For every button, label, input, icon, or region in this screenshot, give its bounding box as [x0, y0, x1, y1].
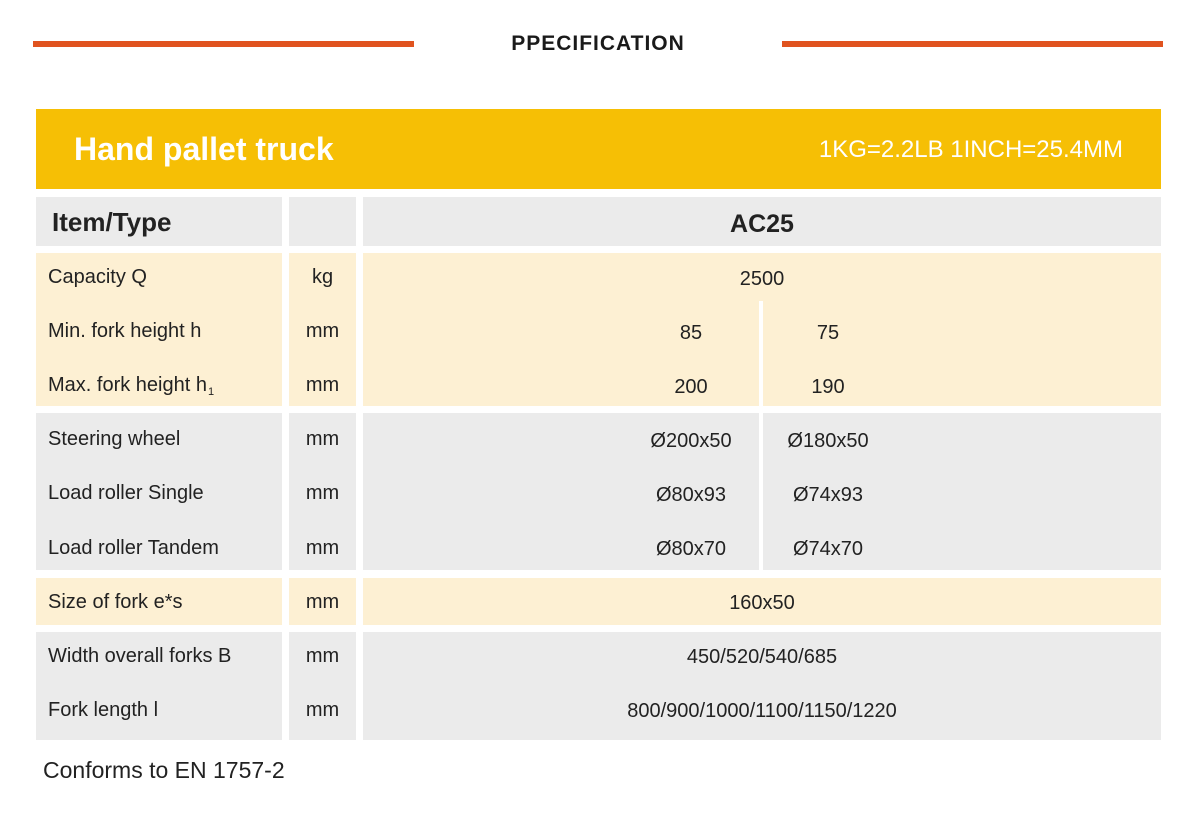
row-label — [48, 374, 214, 398]
header-item-label: Item/Type — [52, 207, 172, 237]
row-label: Size of fork e*s — [48, 591, 183, 613]
model-name: AC25 — [730, 210, 794, 238]
row-unit: mm — [305, 591, 340, 613]
row-label: Steering wheel — [48, 428, 181, 450]
row-label: Width overall forks B — [48, 645, 232, 667]
row-unit: mm — [305, 428, 340, 450]
banner-title: Hand pallet truck — [74, 131, 334, 167]
row-value-b: Ø180x50 — [787, 430, 869, 452]
row-value-a: Ø80x93 — [655, 484, 727, 506]
heading-rule-left — [33, 41, 414, 47]
header-unit-cell — [289, 197, 356, 246]
row-unit: mm — [305, 482, 340, 504]
page-heading: PPECIFICATION — [511, 32, 685, 55]
header-model-cell — [363, 197, 1161, 246]
row-unit: mm — [305, 537, 340, 559]
row-value-a: 200 — [674, 376, 708, 398]
row-value-b: Ø74x70 — [792, 538, 864, 560]
row-label: Capacity Q — [48, 266, 147, 288]
row-value: 2500 — [739, 268, 785, 290]
row-label: Fork length l — [48, 699, 159, 721]
row-label: Min. fork height h — [48, 320, 202, 342]
row-unit: mm — [305, 374, 340, 396]
row-label: Load roller Single — [48, 482, 204, 504]
row-label-subscript: 1 — [207, 386, 215, 398]
row-value: 450/520/540/685 — [686, 646, 838, 668]
row-unit: mm — [305, 320, 340, 342]
row-value: 800/900/1000/1100/1150/1220 — [627, 700, 897, 722]
title-banner — [36, 109, 1161, 189]
conformity-note: Conforms to EN 1757-2 — [43, 757, 285, 783]
row-value-a: 85 — [679, 322, 703, 344]
row-value-b: 190 — [811, 376, 845, 398]
row-unit: mm — [305, 699, 340, 721]
row-label: Load roller Tandem — [48, 537, 219, 559]
row-value-a: Ø200x50 — [650, 430, 732, 452]
row-value: 160x50 — [729, 592, 795, 614]
unit-conversion: 1KG=2.2LB 1INCH=25.4MM — [818, 136, 1123, 163]
header-item-cell — [36, 197, 282, 246]
row-unit: kg — [311, 266, 334, 288]
row-value-b: 75 — [816, 322, 840, 344]
row-value-b: Ø74x93 — [792, 484, 864, 506]
row-value-a: Ø80x70 — [655, 538, 727, 560]
heading-rule-right — [782, 41, 1163, 47]
row-unit: mm — [305, 645, 340, 667]
row-label-text: Max. fork height h — [48, 374, 207, 396]
